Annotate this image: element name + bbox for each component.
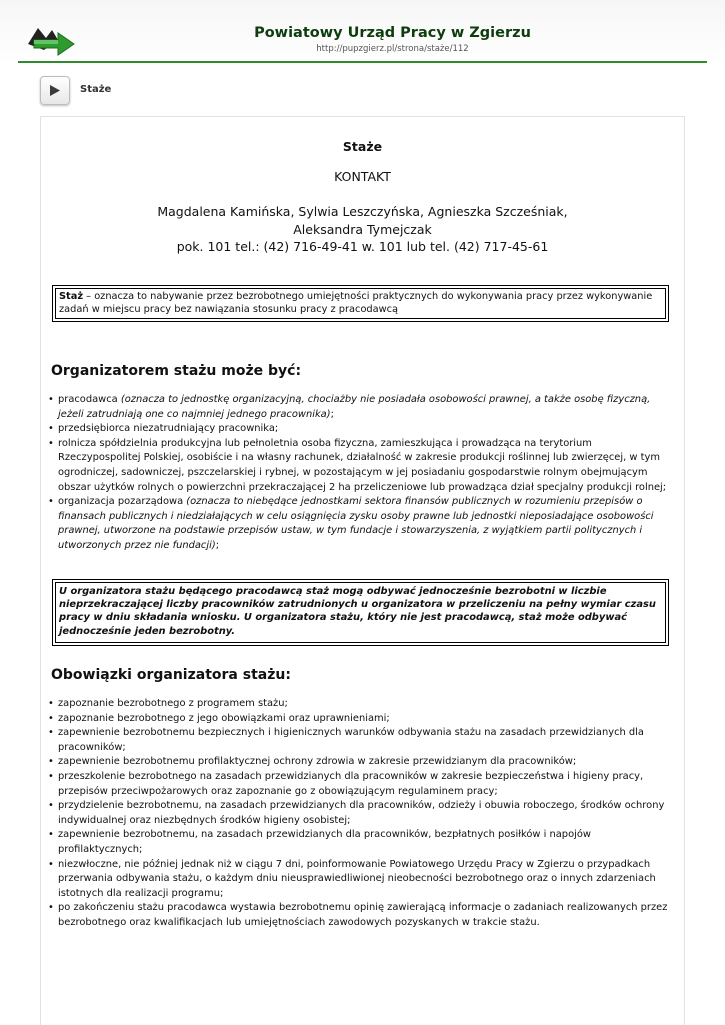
list-item: • organizacja pozarządowa (oznacza to niebędące jednostkami sektora finansów publicznych w rozumieniu przepisów o finansach publicznych i niedziałających w celu osiągnięcia zysku osoby prawne lub jednostki nieposiadające osobowości prawnej, utworzone na podstawie przepisów ustaw, w tym fundacje i stowarzyszenia, z wyjątkiem partii politycznych i utworzonych przez nie fundacji);: [45, 495, 675, 553]
definition-text: – oznacza to nabywanie przez bezrobotnego umiejętności praktycznych do wykonywania pracy przez wykonywanie zadań w miejscu pracy bez nawiązania stosunku pracy z pracodawcą: [59, 291, 653, 315]
notice-text: U organizatora stażu będącego pracodawcą staż mogą odbywać jednocześnie bezrobotni w liczbie nieprzekraczającej liczby pracowników zatrudnionych u organizatora w przeliczeniu na pełny wymiar czasu pracy w dniu składania wniosku. U organizatora stażu, który nie jest pracodawcą, staż może odbywać jednocześnie jeden bezrobotny.: [55, 582, 666, 643]
contact-phone: pok. 101 tel.: (42) 716-49-41 w. 101 lub tel. (42) 717-45-61: [176, 239, 549, 254]
list-item: • zapoznanie bezrobotnego z programem stażu;: [45, 697, 675, 712]
contact-heading: KONTAKT: [334, 169, 391, 184]
organizer-list: [45, 393, 675, 554]
list-item: • przedsiębiorca niezatrudniający pracownika;: [45, 422, 675, 437]
contact-names: [41, 203, 684, 239]
list-item: • po zakończeniu stażu pracodawca wystawia bezrobotnemu opinię zawierającą informacje o zadaniach realizowanych przez bezrobotnego oraz kwalifikacjach lub umiejętnościach zawodowych pozyskanych w trakcie stażu.: [45, 901, 675, 930]
list-item: • pracodawca (oznacza to jednostkę organizacyjną, chociażby nie posiadała osobowości prawnej, a także osobę fizyczną, jeżeli zatrudniają one co najmniej jednego pracownika);: [45, 393, 675, 422]
page-title: Staże: [342, 139, 383, 154]
site-title[interactable]: Powiatowy Urząd Pracy w Zgierzu: [254, 25, 531, 41]
organizer-heading: Organizatorem stażu może być:: [51, 363, 302, 379]
contact-names-line1: Magdalena Kamińska, Sylwia Leszczyńska, Agnieszka Szcześniak,: [157, 204, 568, 219]
list-item: • przydzielenie bezrobotnemu, na zasadach przewidzianych dla pracowników, odzieży i obuwia roboczego, środków ochrony indywidualnej oraz niezbędnych środków higieny osobistej;: [45, 799, 675, 828]
content-panel: [40, 116, 685, 1025]
header-divider: [18, 61, 707, 63]
list-item: • zapewnienie bezrobotnemu profilaktycznej ochrony zdrowia w zakresie przewidzianym dla pracowników;: [45, 755, 675, 770]
arrow-logo-icon[interactable]: [24, 20, 76, 56]
list-item: • zapoznanie bezrobotnego z jego obowiązkami oraz uprawnieniami;: [45, 712, 675, 727]
definition-term: Staż: [59, 291, 84, 302]
duties-list: [45, 697, 675, 931]
list-item: • przeszkolenie bezrobotnego na zasadach przewidzianych dla pracowników w zakresie bezpieczeństwa i higieny pracy, przepisów przeciwpożarowych oraz zapoznanie go z obowiązującym regulaminem pracy;: [45, 770, 675, 799]
breadcrumb-label[interactable]: Staże: [80, 84, 112, 95]
definition-box: [52, 285, 669, 322]
list-item: • zapewnienie bezrobotnemu, na zasadach przewidzianych dla pracowników, bezpłatnych posiłków i napojów profilaktycznych;: [45, 828, 675, 857]
list-item: • zapewnienie bezrobotnemu bezpiecznych i higienicznych warunków odbywania stażu na zasadach przewidzianych dla pracowników;: [45, 726, 675, 755]
duties-heading: Obowiązki organizatora stażu:: [51, 667, 291, 683]
notice-box: [52, 579, 669, 646]
contact-names-line2: Aleksandra Tymejczak: [293, 222, 432, 237]
list-item: • rolnicza spółdzielnia produkcyjna lub pełnoletnia osoba fizyczna, zamieszkująca i prowadząca na terytorium Rzeczypospolitej Polskiej, osobiście i na własny rachunek, działalność w zakresie produkcji roślinnej lub zwierzęcej, w tym ogrodniczej, sadowniczej, pszczelarskiej i rybnej, w pozostającym w jej posiadaniu gospodarstwie rolnym obejmującym obszar użytków rolnych o powierzchni przekraczającej 2 ha przeliczeniowe lub prowadząca dział specjalny produkcji rolnej;: [45, 437, 675, 495]
page-url: http://pupzgierz.pl/strona/staże/112: [316, 44, 469, 54]
site-header: [0, 0, 725, 64]
play-icon: [49, 84, 61, 97]
breadcrumb-button[interactable]: [40, 76, 70, 105]
list-item: • niezwłoczne, nie później jednak niż w ciągu 7 dni, poinformowanie Powiatowego Urzędu Pracy w Zgierzu o przypadkach przerwania odbywania stażu, o każdym dniu nieusprawiedliwionej nieobecności bezrobotnego oraz o innych zdarzeniach istotnych dla realizacji programu;: [45, 858, 675, 902]
